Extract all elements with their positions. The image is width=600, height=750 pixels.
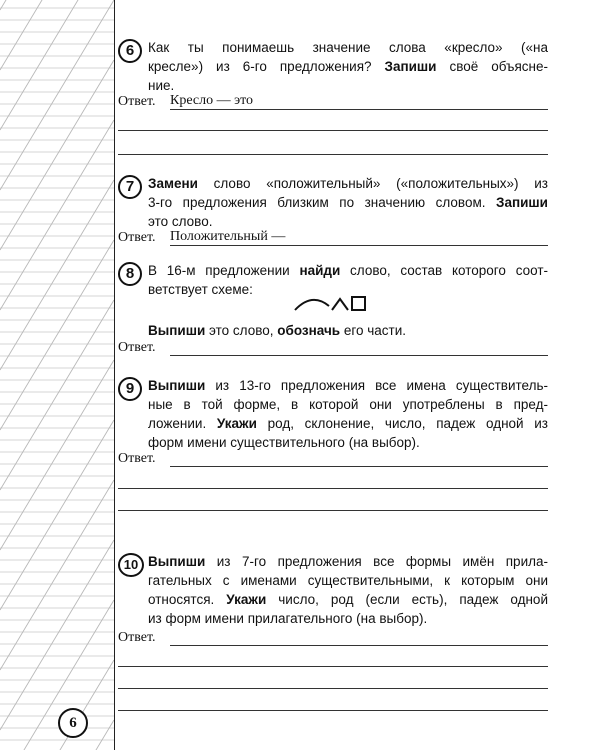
task-8	[118, 261, 548, 361]
question-text: это слово.	[148, 214, 213, 229]
margin-border-line	[114, 0, 115, 750]
answer-field[interactable]	[170, 450, 548, 467]
answer-prefix: Кресло — это	[170, 93, 254, 108]
task-7	[118, 174, 548, 248]
answer-row	[118, 230, 548, 246]
task-number-badge: 6	[118, 39, 142, 63]
question-line	[148, 376, 548, 395]
margin-slant-line	[0, 0, 114, 190]
question-line	[148, 321, 548, 340]
question-text: относятся.	[148, 592, 227, 607]
answer-row	[118, 94, 548, 110]
question-line	[148, 261, 548, 280]
margin-slant-line	[0, 600, 114, 750]
question-text: это слово,	[205, 323, 278, 338]
question-text: гательных с именами существительными, к которым они	[148, 573, 548, 588]
question-text: кресле») из 6-го предложения?	[148, 59, 385, 74]
margin-slant-line	[0, 120, 114, 310]
question-text: В 16-м предложении	[148, 263, 300, 278]
task-number-badge: 7	[118, 175, 142, 199]
question-text: ние.	[148, 78, 175, 93]
answer-prefix: Положительный —	[170, 229, 286, 244]
question-text: из форм имени прилагательного (на выбор).	[148, 611, 428, 626]
question-text: ложении.	[148, 416, 217, 431]
question-line	[148, 590, 548, 609]
writing-line[interactable]	[118, 666, 548, 667]
question-line	[148, 571, 548, 590]
margin-slant-line	[0, 660, 114, 750]
instruction-verb: Укажи	[226, 592, 267, 607]
instruction-verb: Замени	[148, 176, 198, 191]
question-line	[148, 38, 548, 57]
answer-field[interactable]	[170, 229, 548, 246]
instruction-verb: найди	[299, 263, 341, 278]
ending-box-icon	[352, 297, 365, 310]
answer-label: Ответ.	[118, 94, 156, 109]
question-text: слово, состав которого соот-	[340, 263, 548, 278]
page-number: 6	[58, 708, 88, 738]
task-question	[148, 552, 548, 628]
answer-label: Ответ.	[118, 230, 156, 245]
question-line	[148, 395, 548, 414]
writing-line[interactable]	[118, 488, 548, 489]
answer-row	[118, 451, 548, 467]
answer-field[interactable]	[170, 339, 548, 356]
question-text: его части.	[340, 323, 406, 338]
margin-slant-line	[0, 0, 114, 130]
task-question	[148, 38, 548, 95]
answer-row	[118, 340, 548, 356]
writing-line[interactable]	[118, 710, 548, 711]
task-10	[118, 552, 548, 722]
question-text: форм имени существительного (на выбор).	[148, 435, 420, 450]
margin-slant-line	[0, 180, 114, 370]
question-text: число, род (если есть), падеж одной	[266, 592, 548, 607]
instruction-verb: обозначь	[277, 323, 341, 338]
task-question	[148, 174, 548, 231]
question-text: ные в той форме, в которой они употреблены в пред-	[148, 397, 548, 412]
writing-line[interactable]	[118, 510, 548, 511]
question-line	[148, 193, 548, 212]
question-text: Как ты понимаешь значение слова «кресло» («на	[148, 40, 548, 55]
margin-ruling	[0, 0, 114, 750]
instruction-verb: Запиши	[384, 59, 437, 74]
question-line	[148, 609, 548, 628]
instruction-verb: Выпиши	[148, 378, 206, 393]
margin-slant-line	[0, 720, 114, 750]
instruction-verb: Запиши	[496, 195, 548, 210]
writing-line[interactable]	[118, 154, 548, 155]
margin-slant-line	[0, 420, 114, 610]
answer-row	[118, 630, 548, 646]
question-text: из 7-го предложения все формы имён прила-	[205, 554, 548, 569]
margin-slant-line	[0, 0, 114, 10]
task-6	[118, 36, 548, 160]
suffix-mark-icon	[332, 299, 348, 310]
task-instruction	[148, 321, 548, 340]
question-line	[148, 552, 548, 571]
margin-slant-line	[0, 240, 114, 430]
root-arc-icon	[295, 300, 329, 310]
margin-slant-line	[0, 540, 114, 730]
margin-lines	[0, 0, 114, 750]
task-question	[148, 376, 548, 452]
writing-line[interactable]	[118, 130, 548, 131]
instruction-verb: Выпиши	[148, 554, 206, 569]
question-text: из 13-го предложения все имена существитель-	[205, 378, 548, 393]
task-number-badge: 9	[118, 377, 142, 401]
margin-slant-line	[0, 480, 114, 670]
question-text: 3-го предложения близким по значению словом.	[148, 195, 497, 210]
question-line	[148, 174, 548, 193]
task-number-badge: 10	[118, 553, 144, 577]
instruction-verb: Укажи	[216, 416, 257, 431]
writing-line[interactable]	[118, 688, 548, 689]
answer-label: Ответ.	[118, 451, 156, 466]
margin-slant-line	[0, 300, 114, 490]
question-line	[148, 57, 548, 76]
answer-field[interactable]	[170, 629, 548, 646]
task-number-badge: 8	[118, 262, 142, 286]
question-text: ветствует схеме:	[148, 282, 253, 297]
word-structure-scheme	[293, 293, 377, 313]
answer-label: Ответ.	[118, 630, 156, 645]
question-text: своё объясне-	[436, 59, 548, 74]
instruction-verb: Выпиши	[148, 323, 206, 338]
task-9	[118, 376, 548, 516]
margin-slant-line	[0, 360, 114, 550]
question-line	[148, 414, 548, 433]
answer-field[interactable]	[170, 93, 548, 110]
answer-label: Ответ.	[118, 340, 156, 355]
question-text: слово «положительный» («положительных») из	[197, 176, 548, 191]
question-text: род, склонение, число, падеж одной из	[256, 416, 548, 431]
margin-slant-line	[0, 60, 114, 250]
